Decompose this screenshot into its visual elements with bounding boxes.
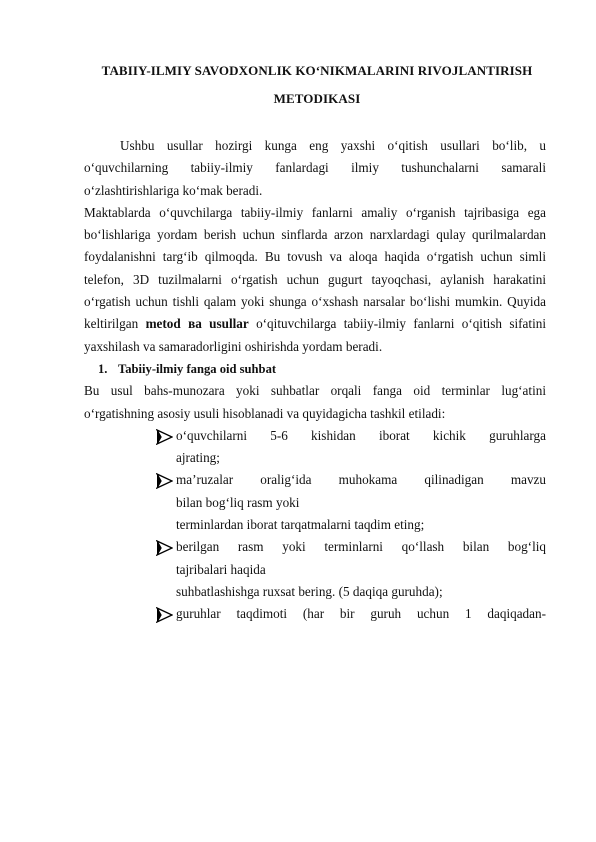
list-item (156, 469, 546, 536)
title-line-1: TABIIY-ILMIY SAVODXONLIK KO‘NIKMALARINI RIVOJLANTIRISH (101, 63, 533, 78)
document-body (84, 135, 546, 626)
list-item-line: guruhlar taqdimoti (har bir guruh uchun 1 daqiqadan- (176, 606, 546, 622)
section-heading (84, 358, 546, 380)
arrow-bullet-icon (156, 607, 173, 623)
methods-paragraph-end: o‘qituvchilarga tabiiy-ilmiy fanlarni o‘qitish sifatini yaxshilash va samaradorligini oshirishda yordam beradi. (84, 316, 546, 354)
list-item-line: bilan bog‘liq rasm yoki (176, 494, 300, 510)
list-item (156, 425, 546, 470)
arrow-bullet-icon (156, 429, 173, 445)
methods-paragraph (84, 202, 546, 358)
section-heading-text: Tabiiy-ilmiy fanga oid suhbat (118, 361, 277, 376)
section-number: 1. (98, 361, 108, 376)
methods-keyword: metod ва usullar (145, 316, 249, 332)
steps-list (84, 425, 546, 626)
title-line-2: METODIKASI (273, 91, 361, 106)
arrow-bullet-icon (156, 540, 173, 556)
list-item-line: berilgan rasm yoki terminlarni qo‘llash bilan bog‘liq (176, 539, 546, 555)
list-item-line: tajribalari haqida (176, 561, 266, 577)
section-paragraph: Bu usul bahs-munozara yoki suhbatlar orqali fanga oid terminlar lug‘atini o‘rgatishning asosiy usuli hisoblanadi va quyidagicha tashkil etiladi: (84, 383, 546, 421)
list-item (156, 536, 546, 603)
methods-paragraph-start: Maktablarda o‘quvchilarga tabiiy-ilmiy fanlarni amaliy o‘rganish tajribasiga ega bo‘lishlariga yordam berish uchun sinflarda arzon narxlardagi qulay qurilmalardan foydalanishni targ‘ib qilmoqda. Bu tovush va aloqa haqida o‘rgatish uchun simli telefon, 3D tuzilmalarni o‘rgatish uchun gugurt tayoqchasi, aylanish harakatini o‘rgatish uchun tishli qalam yoki shunga o‘xshash narsalar bo‘lishi mumkin. Quyida keltirilgan (84, 204, 546, 332)
arrow-bullet-icon (156, 473, 173, 489)
list-item (156, 603, 546, 625)
list-item-line: suhbatlashishga ruxsat bering. (5 daqiqa guruhda); (176, 583, 443, 599)
list-item-line: ma’ruzalar oralig‘ida muhokama qilinadigan mavzu (176, 472, 546, 488)
list-item-line: terminlardan iborat tarqatmalarni taqdim eting; (176, 517, 425, 533)
list-item-line: ajrating; (176, 450, 220, 466)
page-title (82, 57, 552, 113)
intro-paragraph: Ushbu usullar hozirgi kunga eng yaxshi o‘qitish usullari bo‘lib, u o‘quvchilarning tabiiy-ilmiy fanlardagi ilmiy tushunchalarni samarali o‘zlashtirishlariga ko‘mak beradi. (84, 138, 546, 198)
list-item-line: o‘quvchilarni 5-6 kishidan iborat kichik guruhlarga (176, 427, 546, 443)
